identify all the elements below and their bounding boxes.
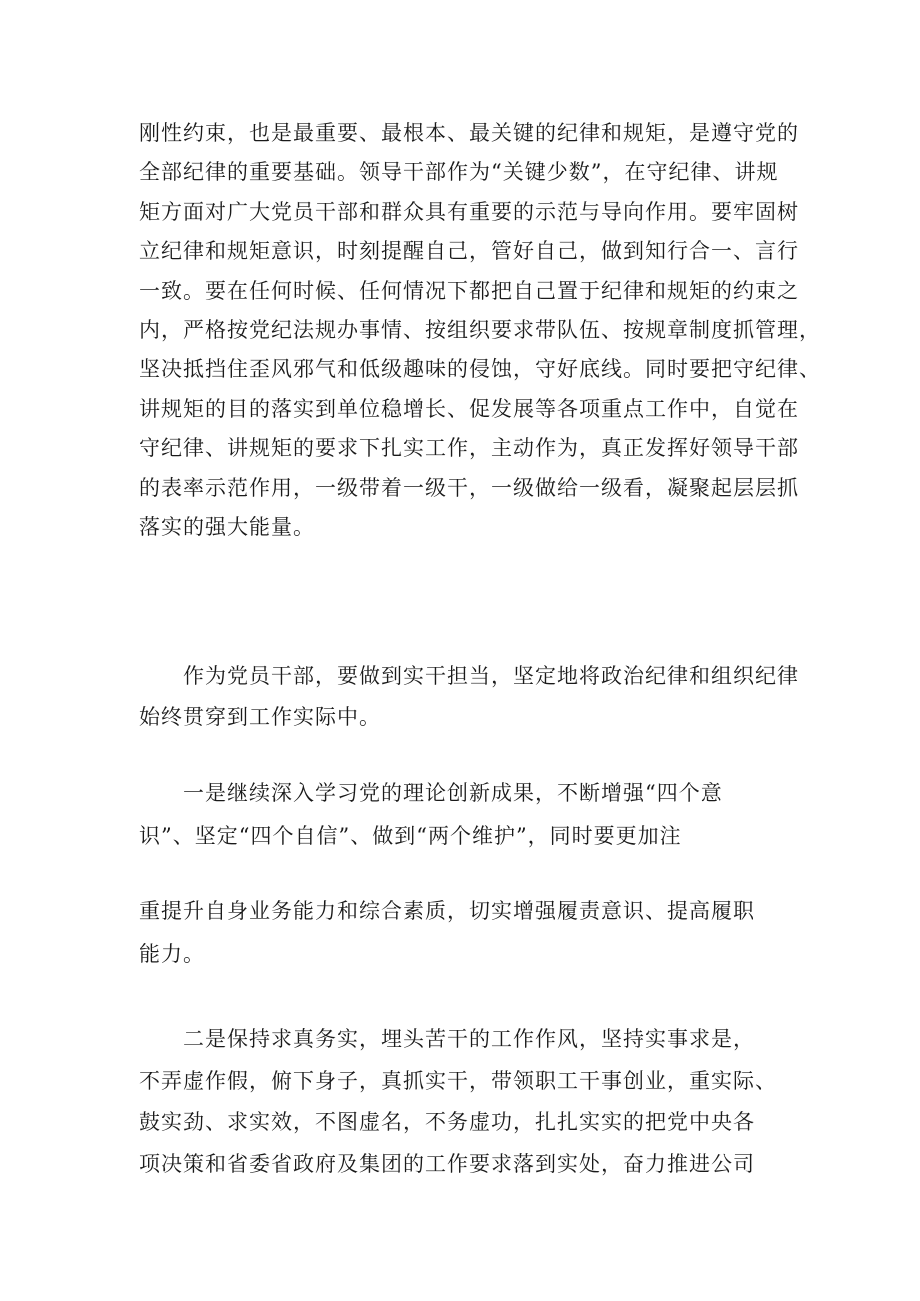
paragraph-discipline — [139, 114, 821, 547]
paragraph-point-one — [139, 772, 789, 976]
text-line: 不弄虚作假，俯下身子，真抓实干，带领职工干事创业，重实际、 — [139, 1068, 777, 1093]
text-line: 鼓实劲、求实效，不图虚名，不务虚功，扎扎实实的把党中央各 — [139, 1110, 755, 1134]
paragraph-party-cadre — [139, 656, 799, 738]
paragraph-point-two — [139, 1019, 789, 1185]
text-line: 讲规矩的目的落实到单位稳增长、促发展等各项重点工作中，自觉在 — [139, 396, 799, 421]
text-line: 刚性约束，也是最重要、最根本、最关键的纪律和规矩，是遵守党的 — [139, 121, 799, 145]
text-line: 能力。 — [139, 942, 205, 966]
text-line: 守纪律、讲规矩的要求下扎实工作，主动作为，真正发挥好领导干部 — [139, 436, 799, 461]
text-line: 项决策和省委省政府及集团的工作要求落到实处，奋力推进公司 — [139, 1151, 755, 1176]
text-line: 作为党员干部，要做到实干担当，坚定地将政治纪律和组织纪律 — [183, 664, 799, 688]
text-line: 落实的强大能量。 — [139, 515, 315, 540]
text-line: 的表率示范作用，一级带着一级干，一级做给一级看，凝聚起层层抓 — [139, 475, 799, 500]
text-line: 坚决抵挡住歪风邪气和低级趣味的侵蚀，守好底线。同时要把守纪律、 — [139, 357, 821, 382]
text-line: 内，严格按党纪法规办事情、按组织要求带队伍、按规章制度抓管理， — [139, 318, 821, 343]
text-line: 重提升自身业务能力和综合素质，切实增强履责意识、提高履职 — [139, 899, 755, 923]
text-line: 二是保持求真务实，埋头苦干的工作作风，坚持实事求是， — [183, 1027, 755, 1051]
text-line: 立纪律和规矩意识，时刻提醒自己，管好自己，做到知行合一、言行 — [139, 239, 799, 264]
text-line: 全部纪律的重要基础。领导干部作为“关键少数”，在守纪律、讲规 — [139, 160, 779, 185]
text-line: 一是继续深入学习党的理论创新成果，不断增强“四个意 — [183, 781, 723, 805]
text-line: 一致。要在任何时候、任何情况下都把自己置于纪律和规矩的约束之 — [139, 278, 799, 303]
text-line: 矩方面对广大党员干部和群众具有重要的示范与导向作用。要牢固树 — [139, 199, 799, 224]
text-line: 始终贯穿到工作实际中。 — [139, 705, 381, 729]
text-line: 识”、坚定“四个自信”、做到“两个维护”，同时要更加注 — [139, 824, 682, 848]
